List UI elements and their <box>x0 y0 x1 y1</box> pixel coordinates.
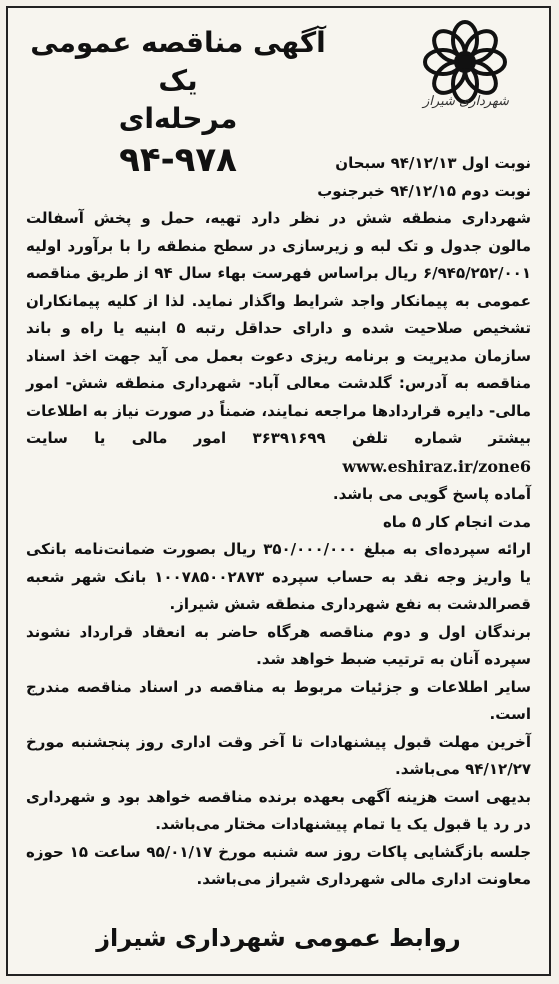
advertisement-page <box>6 6 551 976</box>
tender-number: ۹۴-۹۷۸ <box>119 140 237 180</box>
signature: روابط عمومی شهرداری شیراز <box>96 924 461 952</box>
cost-paragraph: بدیهی است هزینه آگهی بعهده برنده مناقصه خواهد بود و شهرداری در رد یا قبول یک یا تمام پیشنهادات مختار می‌باشد. <box>26 787 531 833</box>
deadline-paragraph: آخرین مهلت قبول پیشنهادات تا آخر وقت اداری روز پنجشنبه مورخ ۹۴/۱۲/۲۷ می‌باشد. <box>26 732 531 778</box>
main-paragraph-text: شهرداری منطقه شش در نظر دارد تهیه، حمل و پخش آسفالت مالون جدول و تک لبه و زیرسازی در سطح منطقه را با برآورد اولیه ۶/۹۴۵/۲۵۲/۰۰۱ ریال براساس فهرست بهاء سال ۹۴ از طریق مناقصه عمومی به پیمانکار واجد شرایط واگذار نماید. لذا از کلیه پیمانکاران تشخیص صلاحیت شده و دارای حداقل رتبه ۵ ابنیه یا راه و باند سازمان مدیریت و برنامه ریزی دعوت بعمل می آید جهت اخذ اسناد مناقصه به آدرس: گلدشت معالی آباد- شهرداری منطقه شش- امور مالی- دایره قراردادها مراجعه نمایند، ضمناً در صورت نیاز به اطلاعات بیشتر شماره تلفن ۳۶۳۹۱۶۹۹ امور مالی یا سایت <box>26 209 531 447</box>
title-line-1: آگهی مناقصه عمومی یک <box>30 26 326 97</box>
website-link[interactable]: www.eshiraz.ir/zone6 <box>342 456 531 476</box>
title-line-2: مرحله‌ای <box>118 102 238 135</box>
winners-paragraph: برندگان اول و دوم مناقصه هرگاه حاضر به انعقاد قرارداد نشوند سپرده آنان به ترتیب ضبط خواهد شد. <box>26 622 531 668</box>
notice-body <box>26 150 531 894</box>
work-duration: مدت انجام کار ۵ ماه <box>382 512 531 531</box>
deposit-paragraph: ارائه سپرده‌ای به مبلغ ۳۵۰/۰۰۰/۰۰۰ ریال بصورت ضمانت‌نامه بانکی یا واریز وجه نقد به حساب سپرده ۱۰۰۷۸۵۰۰۲۸۷۳ بانک شهر شعبه قصرالدشت به نفع شهرداری منطقه شش شیراز. <box>26 540 531 613</box>
first-publication: نوبت اول ۹۴/۱۲/۱۳ سبحان <box>335 154 531 172</box>
flower-logo-icon <box>405 18 525 128</box>
main-paragraph <box>26 205 531 481</box>
details-paragraph: سایر اطلاعات و جزئیات مربوط به مناقصه در اسناد مناقصه مندرج است. <box>26 677 531 723</box>
main-paragraph-end: آماده پاسخ گویی می باشد. <box>332 485 531 503</box>
logo-caption: شهرداری شیراز <box>423 94 509 109</box>
second-publication: نوبت دوم ۹۴/۱۲/۱۵ خبرجنوب <box>317 181 531 200</box>
opening-session-paragraph: جلسه بازگشایی پاکات روز سه شنبه مورخ ۹۵/۰۱/۱۷ ساعت ۱۵ حوزه معاونت اداری مالی شهرداری شیراز می‌باشد. <box>26 842 532 888</box>
